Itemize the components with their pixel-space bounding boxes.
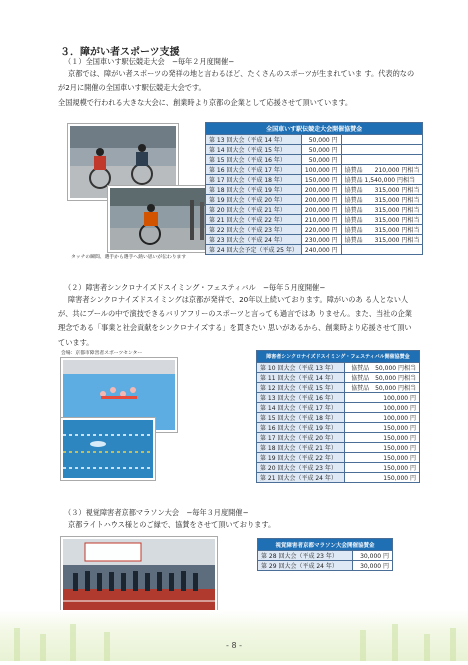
pool-photo — [61, 418, 155, 480]
s2-sponsorship-table — [256, 350, 420, 483]
table-row: 第 29 回大会（平成 24 年） 30,000 円 — [258, 561, 393, 571]
table-row: 第 28 回大会（平成 23 年） 30,000 円 — [258, 551, 393, 561]
s3-title: （３）視覚障害者京都マラソン大会 −毎年３月度開催− — [64, 508, 249, 517]
table-row: 第 20 回大会（平成 23 年） 150,000 円 — [257, 463, 420, 473]
table-row: 第 15 回大会（平成 16 年） 50,000 円 — [206, 155, 423, 165]
s1-title: （１）全国車いす駅伝競走大会 −毎年２月度開催− — [64, 57, 235, 66]
page-number: - 8 - — [226, 641, 242, 650]
table-row: 第 14 回大会（平成 15 年） 50,000 円 — [206, 145, 423, 155]
table-row: 第 10 回大会（平成 13 年） 協賛品 50,000 円相当 — [257, 363, 420, 373]
table-row: 第 13 回大会（平成 14 年） 50,000 円 — [206, 135, 423, 145]
s3-table-title: 視覚障害者京都マラソン大会開催協賛金 — [258, 539, 393, 551]
s3-sponsorship-table — [257, 538, 393, 571]
s1-caption: タッチの瞬間、選手から選手へ熱い思いが伝わります — [71, 255, 187, 260]
table-row: 第 15 回大会（平成 18 年） 100,000 円 — [257, 413, 420, 423]
s3-paragraph: 京都ライトハウス様とのご縁で、協賛をさせて頂いております。 — [68, 520, 276, 529]
table-row: 第 23 回大会（平成 24 年） 230,000 円 協賛品 315,000 円相当 — [206, 235, 423, 245]
table-row: 第 16 回大会（平成 17 年） 100,000 円 協賛品 210,000 円相当 — [206, 165, 423, 175]
table-row: 第 16 回大会（平成 19 年） 150,000 円 — [257, 423, 420, 433]
table-row: 第 22 回大会（平成 23 年） 220,000 円 協賛品 315,000 円相当 — [206, 225, 423, 235]
s2-caption: 会場：京都市障害者スポーツセンター — [61, 351, 143, 356]
table-row: 第 12 回大会（平成 15 年） 協賛品 50,000 円相当 — [257, 383, 420, 393]
s1-paragraph: 京都では、障がい者スポーツの発祥の地と言わるほど、たくさんのスポーツが生まれていま す。代表的なのが2月に開催の全国車いす駅伝競走大会です。 — [58, 69, 415, 93]
s2-paragraph: 障害者シンクロナイズドスイミングは京都が発祥で、20年以上続いております。障がいのあ る人とない人が、共にプールの中で演技できるバリアフリーのスポーツと言っても過言ではあ りません。また、当社の企業理念である「事業と社会貢献をシンクロナイズする」を貫きたい 思いがあるから、創業時より応援させて頂いています。 — [58, 295, 412, 347]
table-row: 第 18 回大会（平成 19 年） 200,000 円 協賛品 315,000 円相当 — [206, 185, 423, 195]
s1-sponsorship-table — [205, 122, 423, 255]
table-row: 第 11 回大会（平成 14 年） 協賛品 50,000 円相当 — [257, 373, 420, 383]
table-row: 第 20 回大会（平成 21 年） 200,000 円 協賛品 315,000 円相当 — [206, 205, 423, 215]
table-row: 第 14 回大会（平成 17 年） 100,000 円 — [257, 403, 420, 413]
section-heading: ３．障がい者スポーツ支援 — [60, 47, 180, 58]
marathon-photo — [61, 537, 217, 615]
table-row: 第 21 回大会（平成 24 年） 150,000 円 — [257, 473, 420, 483]
table-row: 第 19 回大会（平成 20 年） 200,000 円 協賛品 315,000 円相当 — [206, 195, 423, 205]
s2-title: （２）障害者シンクロナイズドスイミング・フェスティバル −毎年５月度開催− — [64, 283, 326, 292]
table-row: 第 19 回大会（平成 22 年） 150,000 円 — [257, 453, 420, 463]
table-row: 第 13 回大会（平成 16 年） 100,000 円 — [257, 393, 420, 403]
table-row: 第 21 回大会（平成 22 年） 210,000 円 協賛品 315,000 円相当 — [206, 215, 423, 225]
s1-paragraph-2: 全国規模で行われる大きな大会に、創業時より京都の企業として応援させて頂いています。 — [58, 98, 353, 107]
table-row: 第 17 回大会（平成 20 年） 150,000 円 — [257, 433, 420, 443]
s2-table-title: 障害者シンクロナイズドスイミング・フェスティバル開催協賛金 — [257, 351, 420, 363]
table-row: 第 18 回大会（平成 21 年） 150,000 円 — [257, 443, 420, 453]
footer-band — [0, 610, 468, 661]
s1-table-title: 全国車いす駅伝競走大会開催協賛金 — [206, 123, 423, 135]
table-row: 第 17 回大会（平成 18 年） 150,000 円 協賛品 1,540,000 円相当 — [206, 175, 423, 185]
table-row: 第 24 回大会予定（平成 25 年） 240,000 円 — [206, 245, 423, 255]
